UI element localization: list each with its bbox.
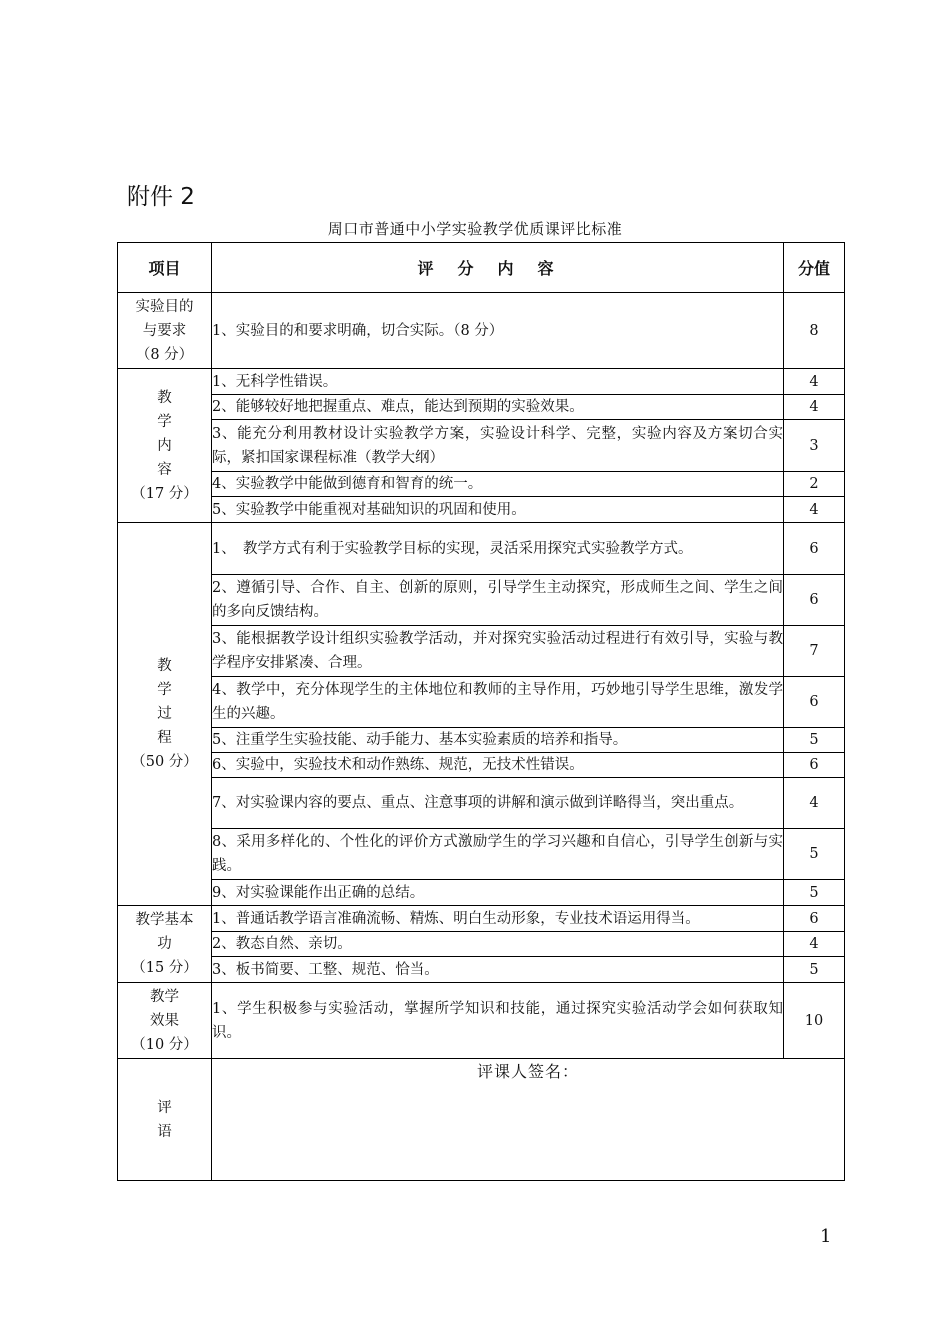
criterion-text: 3、能充分利用教材设计实验教学方案，实验设计科学、完整，实验内容及方案切合实际，紧扣国家课程标准（教学大纲）	[212, 420, 784, 472]
criterion-text: 5、注重学生实验技能、动手能力、基本实验素质的培养和指导。	[212, 728, 784, 753]
criterion-text: 1、普通话教学语言准确流畅、精炼、明白生动形象，专业技术语运用得当。	[212, 906, 784, 932]
criterion-text: 7、对实验课内容的要点、重点、注意事项的讲解和演示做到详略得当，突出重点。	[212, 778, 784, 829]
table-row	[118, 420, 845, 472]
section-cell	[118, 523, 212, 906]
criterion-score: 2	[784, 472, 845, 497]
criterion-text: 1、 教学方式有利于实验教学目标的实现，灵活采用探究式实验教学方式。	[212, 523, 784, 575]
criterion-score: 5	[784, 829, 845, 880]
page-number: 1	[820, 1226, 832, 1247]
criterion-text: 9、对实验课能作出正确的总结。	[212, 880, 784, 906]
table-row	[118, 369, 845, 395]
reviewer-signature-label: 评课人签名：	[476, 1062, 579, 1081]
comment-row	[118, 1059, 845, 1181]
section-points: （17 分）	[131, 485, 198, 502]
table-row	[118, 626, 845, 677]
criterion-score: 8	[784, 293, 845, 369]
section-points: （50 分）	[131, 754, 198, 770]
table-row	[118, 293, 845, 369]
criterion-score: 4	[784, 369, 845, 395]
criterion-text: 2、遵循引导、合作、自主、创新的原则，引导学生主动探究，形成师生之间、学生之间的多向反馈结构。	[212, 575, 784, 626]
criterion-score: 4	[784, 497, 845, 523]
table-row	[118, 880, 845, 906]
criterion-text: 1、学生积极参与实验活动，掌握所学知识和技能，通过探究实验活动学会如何获取知识。	[212, 983, 784, 1059]
criterion-text: 8、采用多样化的、个性化的评价方式激励学生的学习兴趣和自信心，引导学生创新与实践。	[212, 829, 784, 880]
criterion-text: 3、能根据教学设计组织实验教学活动，并对探究实验活动过程进行有效引导，实验与教学程序安排紧凑、合理。	[212, 626, 784, 677]
criterion-score: 4	[784, 778, 845, 829]
section-cell	[118, 293, 212, 369]
criterion-score: 6	[784, 906, 845, 932]
section-name: 教学效果	[149, 988, 179, 1029]
criterion-score: 3	[784, 420, 845, 472]
criterion-score: 6	[784, 753, 845, 778]
criterion-score: 6	[784, 575, 845, 626]
table-row	[118, 523, 845, 575]
section-points: （10 分）	[131, 1036, 198, 1053]
header-item: 项目	[118, 243, 212, 293]
criterion-text: 1、实验目的和要求明确，切合实际。（8 分）	[212, 293, 784, 369]
table-row	[118, 395, 845, 420]
criterion-score: 6	[784, 677, 845, 728]
table-row	[118, 472, 845, 497]
table-row	[118, 983, 845, 1059]
criterion-score: 6	[784, 523, 845, 575]
comment-label-cell	[118, 1059, 212, 1181]
criterion-text: 3、板书简要、工整、规范、恰当。	[212, 957, 784, 983]
criterion-score: 5	[784, 880, 845, 906]
table-header-row	[118, 243, 845, 293]
table-row	[118, 753, 845, 778]
table-row	[118, 957, 845, 983]
evaluation-table	[117, 242, 845, 1181]
header-content: 评分内容	[212, 243, 784, 293]
table-row	[118, 677, 845, 728]
criterion-text: 4、实验教学中能做到德育和智育的统一。	[212, 472, 784, 497]
criterion-text: 6、实验中，实验技术和动作熟练、规范，无技术性错误。	[212, 753, 784, 778]
document-title: 周口市普通中小学实验教学优质课评比标准	[327, 220, 623, 238]
comment-label: 评语	[157, 1099, 172, 1140]
section-name: 教学基本功	[135, 912, 194, 952]
section-cell	[118, 369, 212, 523]
table-row	[118, 728, 845, 753]
header-score: 分值	[784, 243, 845, 293]
table-row	[118, 575, 845, 626]
criterion-text: 1、无科学性错误。	[212, 369, 784, 395]
table-row	[118, 778, 845, 829]
comment-area[interactable]	[212, 1059, 845, 1181]
section-cell	[118, 906, 212, 983]
criterion-score: 4	[784, 932, 845, 957]
section-name: 教学过程	[157, 658, 172, 746]
criterion-score: 4	[784, 395, 845, 420]
criterion-score: 5	[784, 728, 845, 753]
criterion-score: 5	[784, 957, 845, 983]
section-name: 实验目的与要求	[135, 298, 194, 339]
table-row	[118, 829, 845, 880]
section-points: （15 分）	[131, 960, 198, 976]
attachment-label: 附件 2	[127, 184, 195, 210]
section-name: 教学内容	[157, 389, 172, 478]
criterion-text: 2、能够较好地把握重点、难点，能达到预期的实验效果。	[212, 395, 784, 420]
table-row	[118, 906, 845, 932]
criterion-text: 2、教态自然、亲切。	[212, 932, 784, 957]
section-cell	[118, 983, 212, 1059]
criterion-score: 10	[784, 983, 845, 1059]
criterion-text: 4、教学中，充分体现学生的主体地位和教师的主导作用，巧妙地引导学生思维，激发学生的兴趣。	[212, 677, 784, 728]
criterion-score: 7	[784, 626, 845, 677]
criterion-text: 5、实验教学中能重视对基础知识的巩固和使用。	[212, 497, 784, 523]
table-row	[118, 497, 845, 523]
section-points: （8 分）	[135, 346, 194, 363]
table-row	[118, 932, 845, 957]
